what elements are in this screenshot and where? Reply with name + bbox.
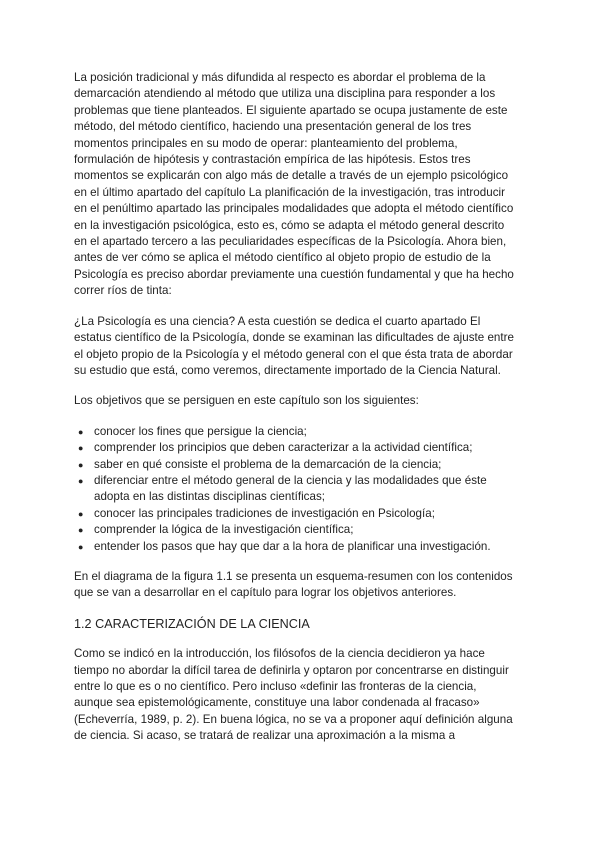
objectives-list	[74, 424, 514, 555]
list-item: ● comprender los principios que deben caracterizar a la actividad científica;	[74, 440, 514, 456]
list-item: ● entender los pasos que hay que dar a la hora de planificar una investigación.	[74, 539, 514, 555]
bullet-icon: ●	[78, 426, 84, 437]
bullet-icon: ●	[78, 525, 84, 536]
paragraph-psychology-science: ¿La Psicología es una ciencia? A esta cuestión se dedica el cuarto apartado El estatus científico de la Psicología, donde se examinan las dificultades de ajuste entre el objeto propio de la Psicología y el método general con el que ésta trata de abordar su estudio que está, como veremos, directamente importado de la Ciencia Natural.	[74, 314, 514, 377]
bullet-icon: ●	[78, 475, 84, 486]
document-page	[74, 70, 514, 759]
paragraph-demarcation: La posición tradicional y más difundida al respecto es abordar el problema de la demarcación atendiendo al método que utiliza una disciplina para responder a los problemas que tiene planteados. El siguiente apartado se ocupa justamente de este método, del método científico, haciendo una presentación general de los tres momentos principales en su modo de operar: planteamiento del problema, formulación de hipótesis y contrastación empírica de las hipótesis. Estos tres momentos se explicarán con algo más de detalle a través de un ejemplo psicológico en el último apartado del capítulo La planificación de la investigación, tras introducir en el penúltimo apartado las principales modalidades que adopta el método científico en la investigación psicológica, esto es, cómo se adapta el método general descrito en el apartado tercero a las peculiaridades específicas de la Psicología. Ahora bien, antes de ver cómo se aplica el método científico al objeto propio de estudio de la Psicología es preciso abordar previamente una cuestión fundamental y que ha hecho correr ríos de tinta:	[74, 71, 514, 298]
list-item: ● diferenciar entre el método general de la ciencia y las modalidades que éste adopta en las distintas disciplinas científicas;	[78, 473, 487, 504]
bullet-icon: ●	[78, 541, 84, 552]
section-heading: 1.2 CARACTERIZACIÓN DE LA CIENCIA	[74, 616, 310, 631]
bullet-icon: ●	[78, 508, 84, 519]
list-item: ● conocer los fines que persigue la ciencia;	[74, 424, 514, 440]
paragraph-diagram: En el diagrama de la figura 1.1 se presenta un esquema-resumen con los contenidos que se van a desarrollar en el capítulo para lograr los objetivos anteriores.	[74, 569, 513, 600]
bullet-icon: ●	[78, 443, 84, 454]
list-item: ● saber en qué consiste el problema de la demarcación de la ciencia;	[74, 457, 514, 473]
list-item: ● comprender la lógica de la investigación científica;	[74, 522, 514, 538]
list-item: ● conocer las principales tradiciones de investigación en Psicología;	[74, 506, 514, 522]
paragraph-section-body: Como se indicó en la introducción, los filósofos de la ciencia decidieron ya hace tiempo no abordar la difícil tarea de definirla y optaron por concentrarse en distinguir entre lo que es o no científico. Pero incluso «definir las fronteras de la ciencia, aunque sea epistemológicamente, constituye una labor condenada al fracaso» (Echeverría, 1989, p. 2). En buena lógica, no se va a proponer aquí definición alguna de ciencia. Si acaso, se tratará de realizar una aproximación a la misma a	[74, 647, 513, 743]
paragraph-objectives-intro: Los objetivos que se persiguen en este capítulo son los siguientes:	[74, 394, 419, 408]
bullet-icon: ●	[78, 459, 84, 470]
